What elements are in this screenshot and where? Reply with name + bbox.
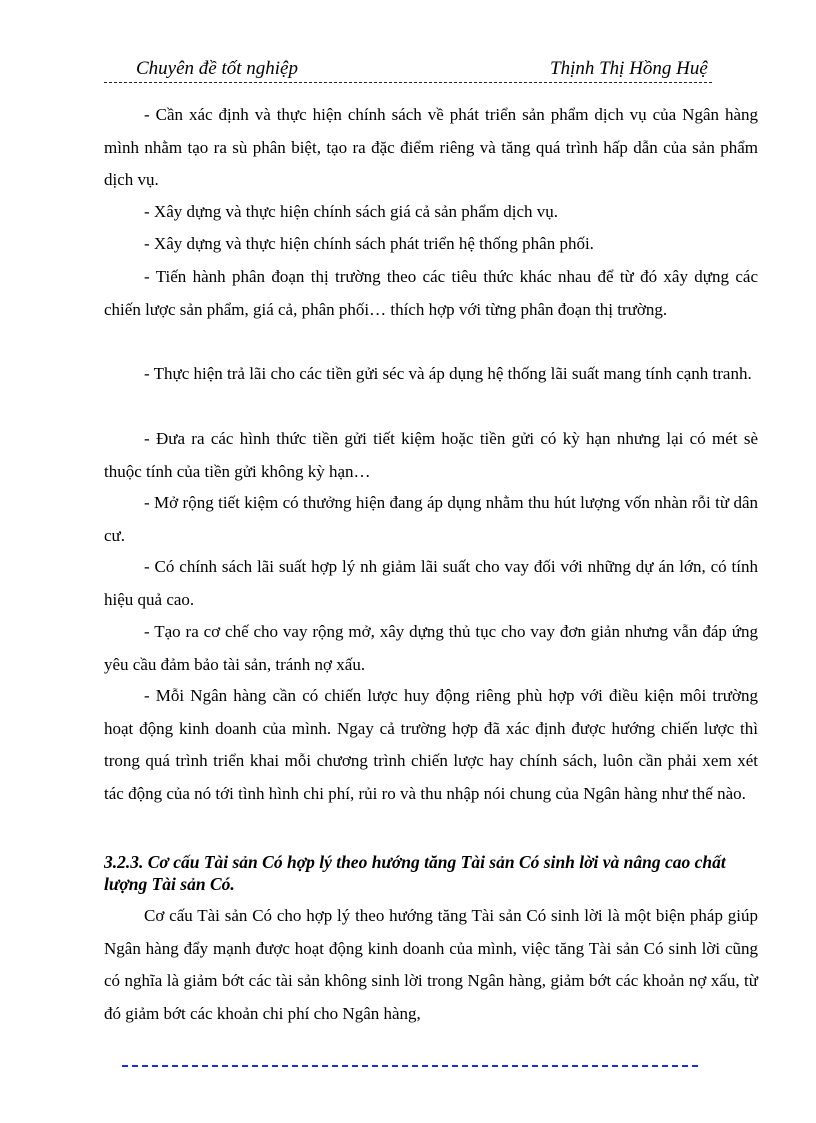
footer-divider (122, 1065, 698, 1067)
paragraph-market-segmentation: - Tiến hành phân đoạn thị trường theo các tiêu thức khác nhau để từ đó xây dựng các chiến lược sản phẩm, giá cả, phân phối… thích hợp với từng phân đoạn thị trường. (104, 267, 758, 319)
paragraph-interest-rate-policy: - Có chính sách lãi suất hợp lý nh giảm lãi suất cho vay đối với những dự án lớn, có tính hiệu quả cao. (104, 557, 758, 609)
paragraph-mobilization-strategy: - Mỗi Ngân hàng cần có chiến lược huy động riêng phù hợp với điều kiện môi trường hoạt động kinh doanh của mình. Ngay cả trường hợp đã xác định được hướng chiến lược thì trong quá trình triển khai mỗi chương trình chiến lược hay chính sách, luôn cần phải xem xét tác động của nó tới tình hình chi phí, rủi ro và thu nhập nói chung của Ngân hàng như thế nào. (104, 686, 758, 803)
paragraph-product-policy: - Cần xác định và thực hiện chính sách về phát triển sản phẩm dịch vụ của Ngân hàng mình nhằm tạo ra sù phân biệt, tạo ra đặc điểm riêng và tăng quá trình hấp dẫn của sản phẩm dịch vụ. (104, 105, 758, 189)
paragraph-lending-mechanism: - Tạo ra cơ chế cho vay rộng mở, xây dựng thủ tục cho vay đơn giản nhưng vẫn đáp ứng yêu cầu đảm bảo tài sản, tránh nợ xấu. (104, 622, 758, 674)
paragraph-pricing-policy: - Xây dựng và thực hiện chính sách giá cả sản phẩm dịch vụ. (144, 202, 559, 221)
header-document-type: Chuyên đề tốt nghiệp (136, 58, 298, 79)
header-divider (104, 82, 712, 83)
header-author: Thịnh Thị Hồng Huệ (550, 58, 708, 79)
paragraph-interest-on-checks: - Thực hiện trả lãi cho các tiền gửi séc và áp dụng hệ thống lãi suất mang tính cạnh tranh. (144, 364, 752, 383)
section-body: Cơ cấu Tài sản Có cho hợp lý theo hướng tăng Tài sản Có sinh lời là một biện pháp giúp Ngân hàng đẩy mạnh được hoạt động kinh doanh của mình, việc tăng Tài sản Có sinh lời cũng có nghĩa là giảm bớt các tài sản không sinh lời trong Ngân hàng, giảm bớt các khoản nợ xấu, từ đó giảm bớt các khoản chi phí cho Ngân hàng, (104, 906, 758, 1023)
paragraph-bonus-savings: - Mở rộng tiết kiệm có thưởng hiện đang áp dụng nhằm thu hút lượng vốn nhàn rỗi từ dân cư. (104, 493, 758, 545)
paragraph-distribution-policy: - Xây dựng và thực hiện chính sách phát triển hệ thống phân phối. (144, 234, 594, 253)
section-heading: 3.2.3. Cơ cấu Tài sản Có hợp lý theo hướng tăng Tài sản Có sinh lời và nâng cao chất lượng Tài sản Có. (104, 852, 726, 894)
paragraph-savings-deposits: - Đưa ra các hình thức tiền gửi tiết kiệm hoặc tiền gửi có kỳ hạn nhưng lại có mét sè thuộc tính của tiền gửi không kỳ hạn… (104, 429, 758, 481)
